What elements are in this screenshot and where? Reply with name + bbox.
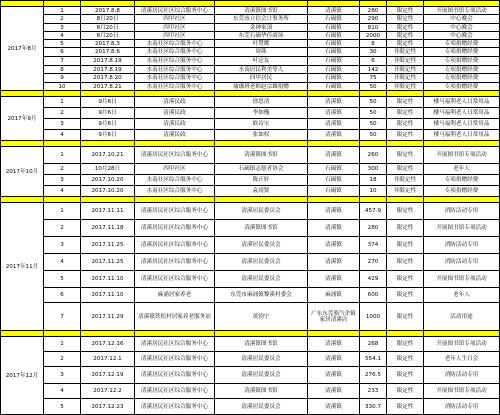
- amount-cell: 50: [360, 97, 387, 108]
- row-number: 2: [44, 15, 81, 24]
- date-cell: 2017.10.20: [81, 175, 135, 186]
- table-row: [1, 288, 500, 303]
- table-row: [1, 83, 500, 91]
- table-row: [1, 66, 500, 74]
- donor-cell: 陈正轩: [215, 175, 308, 186]
- amount-cell: 457.9: [360, 203, 387, 220]
- month-label: 2017年11月: [1, 203, 44, 331]
- donor-cell: 清溪镇图书馆: [215, 337, 308, 352]
- purpose-cell: 消防活动专用: [424, 203, 500, 220]
- type-cell: 限定性: [387, 7, 424, 15]
- organization-cell: 清溪民政: [135, 108, 215, 119]
- town-cell: 清溪镇: [308, 7, 360, 15]
- row-number: 5: [44, 271, 81, 288]
- row-number: 5: [44, 40, 81, 48]
- type-cell: 非限定性: [387, 186, 424, 197]
- type-cell: 限定性: [387, 164, 424, 175]
- purpose-cell: 中心晚会: [424, 15, 500, 24]
- row-number: 10: [44, 83, 81, 91]
- table-row: [1, 7, 500, 15]
- amount-cell: 75: [360, 74, 387, 83]
- organization-cell: 清溪居民社区综合服务中心: [135, 147, 215, 164]
- table-row: [1, 384, 500, 399]
- town-cell: 麻涌镇: [308, 288, 360, 303]
- row-number: 3: [44, 119, 81, 130]
- amount-cell: 18: [360, 175, 387, 186]
- organization-cell: 清溪居民社区综合服务中心: [135, 237, 215, 254]
- town-cell: 清溪镇: [308, 367, 360, 384]
- amount-cell: 30: [360, 48, 387, 57]
- purpose-cell: 楼马福利老人日常用品: [424, 108, 500, 119]
- donor-cell: 徐思清: [215, 97, 308, 108]
- town-cell: 清溪镇: [308, 337, 360, 352]
- type-cell: 非限定性: [387, 83, 424, 91]
- donor-cell: 清溪居民委员会: [215, 399, 308, 415]
- type-cell: 非限定性: [387, 74, 424, 83]
- town-cell: 清溪镇: [308, 147, 360, 164]
- organization-cell: 水南社区综合服务中心: [135, 74, 215, 83]
- table-row: [1, 74, 500, 83]
- organization-cell: 清溪民政: [135, 130, 215, 141]
- table-row: [1, 220, 500, 237]
- organization-cell: 水南社区综合服务中心: [135, 40, 215, 48]
- row-number: 3: [44, 237, 81, 254]
- purpose-cell: 专项捐赠经费: [424, 83, 500, 91]
- row-number: 1: [44, 337, 81, 352]
- row-number: 3: [44, 367, 81, 384]
- table-row: [1, 57, 500, 66]
- type-cell: 限定性: [387, 303, 424, 331]
- amount-cell: 600: [360, 288, 387, 303]
- type-cell: 限定性: [387, 40, 424, 48]
- type-cell: 限定性: [387, 119, 424, 130]
- amount-cell: 142: [360, 66, 387, 74]
- amount-cell: 50: [360, 130, 387, 141]
- amount-cell: 50: [360, 119, 387, 130]
- date-cell: 2017.12.2: [81, 384, 135, 399]
- type-cell: 限定性: [387, 220, 424, 237]
- town-cell: 清溪镇: [308, 130, 360, 141]
- amount-cell: 810: [360, 24, 387, 32]
- date-cell: 2017.11.25: [81, 237, 135, 254]
- organization-cell: 清溪镇铁松村居家养老服务站: [135, 303, 215, 331]
- month-label: 2017年10月: [1, 147, 44, 197]
- purpose-cell: 消防活动专用: [424, 367, 500, 384]
- town-cell: 石碣镇: [308, 74, 360, 83]
- donor-cell: 瑜珈班老师赵宗雄捐赠: [215, 83, 308, 91]
- date-cell: 10月28日: [81, 164, 135, 175]
- purpose-cell: 消防活动专用: [424, 237, 500, 254]
- purpose-cell: 老年人: [424, 164, 500, 175]
- type-cell: 限定性: [387, 352, 424, 367]
- purpose-cell: 专项捐赠经费: [424, 66, 500, 74]
- donor-cell: 东莞市立信会计事务所: [215, 15, 308, 24]
- town-cell: 广东东莞骆气企镇家居清溪店: [308, 303, 360, 331]
- table-row: [1, 303, 500, 331]
- organization-cell: 清溪居民社区综合服务中心: [135, 384, 215, 399]
- organization-cell: 水南社区综合服务中心: [135, 175, 215, 186]
- table-row: [1, 164, 500, 175]
- table-row: [1, 399, 500, 415]
- town-cell: 清溪镇: [308, 399, 360, 415]
- town-cell: 清溪镇: [308, 108, 360, 119]
- type-cell: 非限定性: [387, 48, 424, 57]
- purpose-cell: 专项捐赠经费: [424, 40, 500, 48]
- organization-cell: 水南社区综合服务中心: [135, 186, 215, 197]
- amount-cell: 270: [360, 254, 387, 271]
- row-number: 8: [44, 66, 81, 74]
- date-cell: 2017.8.21: [81, 83, 135, 91]
- organization-cell: 清溪民政: [135, 97, 215, 108]
- purpose-cell: 中心晚会: [424, 24, 500, 32]
- table-row: [1, 271, 500, 288]
- row-number: 2: [44, 164, 81, 175]
- row-number: 4: [44, 186, 81, 197]
- table-row: [1, 24, 500, 32]
- town-cell: 石碣镇: [308, 175, 360, 186]
- row-number: 4: [44, 384, 81, 399]
- town-cell: 清溪镇: [308, 254, 360, 271]
- table-row: [1, 254, 500, 271]
- organization-cell: 清溪居民社区综合服务中心: [135, 337, 215, 352]
- purpose-cell: 开展图书馆专项活动: [424, 271, 500, 288]
- date-cell: 2017.8.3: [81, 40, 135, 48]
- type-cell: 限定性: [387, 254, 424, 271]
- donor-cell: 清溪镇图书馆: [215, 220, 308, 237]
- type-cell: 限定性: [387, 32, 424, 40]
- organization-cell: 清溪居民社区综合服务中心: [135, 220, 215, 237]
- town-cell: 石碣镇: [308, 186, 360, 197]
- donor-cell: 袁靖贤: [215, 186, 308, 197]
- purpose-cell: 消防活动专用: [424, 254, 500, 271]
- date-cell: 2017.12.23: [81, 399, 135, 415]
- date-cell: 2017.11.29: [81, 303, 135, 331]
- town-cell: 清溪镇: [308, 237, 360, 254]
- amount-cell: 290: [360, 15, 387, 24]
- amount-cell: 50: [360, 108, 387, 119]
- row-number: 6: [44, 48, 81, 57]
- donor-cell: 金神家顶: [215, 24, 308, 32]
- date-cell: 2017.11.10: [81, 271, 135, 288]
- row-number: 7: [44, 57, 81, 66]
- date-cell: 9月6日: [81, 97, 135, 108]
- amount-cell: 8: [360, 40, 387, 48]
- town-cell: 石碣镇: [308, 83, 360, 91]
- table-row: [1, 108, 500, 119]
- town-cell: 石碣镇: [308, 32, 360, 40]
- date-cell: 8月20日: [81, 15, 135, 24]
- date-cell: 2017.11.10: [81, 288, 135, 303]
- amount-cell: 260: [360, 147, 387, 164]
- type-cell: 限定性: [387, 237, 424, 254]
- donor-cell: 黄钧宁: [215, 303, 308, 331]
- town-cell: 清溪镇: [308, 384, 360, 399]
- donor-cell: 清溪居民委员会: [215, 203, 308, 220]
- date-cell: 9月6日: [81, 130, 135, 141]
- type-cell: 限定性: [387, 337, 424, 352]
- organization-cell: 清溪居民社区综合服务中心: [135, 367, 215, 384]
- donor-cell: 叶定友: [215, 57, 308, 66]
- date-cell: 2017.8.8: [81, 7, 135, 15]
- donor-cell: 石碣镇志愿者协会: [215, 164, 308, 175]
- date-cell: 2017.8.19: [81, 66, 135, 74]
- donor-cell: 清溪居民委员会: [215, 237, 308, 254]
- purpose-cell: 活动用途: [424, 303, 500, 331]
- table-row: [1, 186, 500, 197]
- organization-cell: 四甲社区: [135, 32, 215, 40]
- organization-cell: 清溪居民社区综合服务中心: [135, 203, 215, 220]
- donor-cell: 欧诗宝: [215, 119, 308, 130]
- organization-cell: 水南社区综合服务中心: [135, 83, 215, 91]
- amount-cell: 300: [360, 164, 387, 175]
- row-number: 2: [44, 352, 81, 367]
- date-cell: 2017.11.18: [81, 220, 135, 237]
- date-cell: 2017.12.1: [81, 352, 135, 367]
- donor-cell: 清溪居民委员会: [215, 367, 308, 384]
- town-cell: 清溪镇: [308, 97, 360, 108]
- town-cell: 清溪镇: [308, 271, 360, 288]
- type-cell: 限定性: [387, 108, 424, 119]
- amount-cell: 276.5: [360, 367, 387, 384]
- date-cell: 2017.8.6: [81, 48, 135, 57]
- date-cell: 2017.10.20: [81, 186, 135, 197]
- date-cell: 2017.11.25: [81, 254, 135, 271]
- organization-cell: 清溪居民社区综合服务中心: [135, 399, 215, 415]
- row-number: 5: [44, 399, 81, 415]
- purpose-cell: 楼马福利老人日常用品: [424, 97, 500, 108]
- organization-cell: 清溪民政: [135, 119, 215, 130]
- row-number: 6: [44, 288, 81, 303]
- amount-cell: 50: [360, 83, 387, 91]
- organization-cell: 水南社区综合服务中心: [135, 48, 215, 57]
- date-cell: 8月20日: [81, 32, 135, 40]
- date-cell: 2017.12.16: [81, 337, 135, 352]
- type-cell: 限定性: [387, 399, 424, 415]
- purpose-cell: 中心晚会: [424, 32, 500, 40]
- organization-cell: 四甲社区: [135, 15, 215, 24]
- town-cell: 石碣镇: [308, 48, 360, 57]
- town-cell: 石碣镇: [308, 24, 360, 32]
- purpose-cell: 专项捐赠经费: [424, 57, 500, 66]
- purpose-cell: 开展图书馆专项活动: [424, 147, 500, 164]
- amount-cell: 330.7: [360, 399, 387, 415]
- type-cell: 限定性: [387, 24, 424, 32]
- row-number: 1: [44, 7, 81, 15]
- amount-cell: 10: [360, 186, 387, 197]
- town-cell: 石碣镇: [308, 40, 360, 48]
- type-cell: 非限定性: [387, 175, 424, 186]
- donor-cell: 周韩: [215, 48, 308, 57]
- table-row: [1, 40, 500, 48]
- purpose-cell: 专项捐赠经费: [424, 175, 500, 186]
- table-row: [1, 147, 500, 164]
- month-label: 2017年8月: [1, 7, 44, 91]
- town-cell: 清溪镇: [308, 203, 360, 220]
- table-row: [1, 367, 500, 384]
- table-row: [1, 119, 500, 130]
- table-row: [1, 237, 500, 254]
- month-label: 2017年12月: [1, 337, 44, 415]
- row-number: 1: [44, 147, 81, 164]
- type-cell: 限定性: [387, 97, 424, 108]
- row-number: 4: [44, 32, 81, 40]
- amount-cell: 2000: [360, 32, 387, 40]
- table-row: [1, 352, 500, 367]
- type-cell: 限定性: [387, 130, 424, 141]
- town-cell: 石碣镇: [308, 57, 360, 66]
- table-row: [1, 97, 500, 108]
- organization-cell: 清溪居民社区综合服务中心: [135, 254, 215, 271]
- donor-cell: 清溪镇图书馆: [215, 147, 308, 164]
- amount-cell: 268: [360, 337, 387, 352]
- purpose-cell: 楼马福利老人日常用品: [424, 119, 500, 130]
- purpose-cell: 老年人: [424, 288, 500, 303]
- purpose-cell: 专项捐赠经费: [424, 74, 500, 83]
- purpose-cell: 开展图书馆专项活动: [424, 384, 500, 399]
- purpose-cell: 开展图书馆专项活动: [424, 7, 500, 15]
- donor-cell: 东莞石碣华佳商场: [215, 32, 308, 40]
- donor-cell: 叶赞鹰: [215, 40, 308, 48]
- row-number: 7: [44, 303, 81, 331]
- purpose-cell: 消防活动专用: [424, 399, 500, 415]
- table-row: [1, 48, 500, 57]
- table-row: [1, 203, 500, 220]
- table-row: [1, 130, 500, 141]
- type-cell: 非限定性: [387, 66, 424, 74]
- date-cell: 9月6日: [81, 119, 135, 130]
- donor-cell: 四甲居民: [215, 74, 308, 83]
- date-cell: 2017.10.21: [81, 147, 135, 164]
- purpose-cell: 开展图书馆专项活动: [424, 220, 500, 237]
- row-number: 1: [44, 203, 81, 220]
- table-row: [1, 337, 500, 352]
- donor-cell: 东莞市麻涌镇黎溪村委会: [215, 288, 308, 303]
- amount-cell: 429: [360, 271, 387, 288]
- purpose-cell: 开展图书馆专项活动: [424, 337, 500, 352]
- row-number: 1: [44, 97, 81, 108]
- row-number: 3: [44, 24, 81, 32]
- town-cell: 清溪镇: [308, 352, 360, 367]
- date-cell: 2017.12.19: [81, 367, 135, 384]
- amount-cell: 1000: [360, 303, 387, 331]
- organization-cell: 清溪居民社区综合服务中心: [135, 271, 215, 288]
- amount-cell: 280: [360, 7, 387, 15]
- donor-cell: 清溪居民委员会: [215, 352, 308, 367]
- type-cell: 限定性: [387, 15, 424, 24]
- date-cell: 2017.11.11: [81, 203, 135, 220]
- type-cell: 限定性: [387, 203, 424, 220]
- amount-cell: 6: [360, 57, 387, 66]
- purpose-cell: 专项捐赠经费: [424, 186, 500, 197]
- table-row: [1, 175, 500, 186]
- organization-cell: 四甲社区: [135, 164, 215, 175]
- organization-cell: 水南社区综合服务中心: [135, 57, 215, 66]
- purpose-cell: 老年人生日会: [424, 352, 500, 367]
- type-cell: 限定性: [387, 367, 424, 384]
- town-cell: 石碣镇: [308, 164, 360, 175]
- purpose-cell: 专项捐赠经费: [424, 48, 500, 57]
- amount-cell: 280: [360, 220, 387, 237]
- organization-cell: 麻涌居家养老: [135, 288, 215, 303]
- organization-cell: 四甲社区: [135, 24, 215, 32]
- town-cell: 石碣镇: [308, 66, 360, 74]
- date-cell: 8月20日: [81, 24, 135, 32]
- type-cell: 非限定性: [387, 57, 424, 66]
- row-number: 2: [44, 108, 81, 119]
- type-cell: 限定性: [387, 288, 424, 303]
- donor-cell: 清溪镇图书馆: [215, 7, 308, 15]
- town-cell: 石碣镇: [308, 15, 360, 24]
- row-number: 4: [44, 254, 81, 271]
- table-row: [1, 15, 500, 24]
- row-number: 2: [44, 220, 81, 237]
- row-number: 3: [44, 175, 81, 186]
- donor-cell: 张如权: [215, 130, 308, 141]
- organization-cell: 水南社区综合服务中心: [135, 66, 215, 74]
- month-label: 2017年9月: [1, 97, 44, 141]
- row-number: 9: [44, 74, 81, 83]
- donor-cell: 清溪居民委员会: [215, 271, 308, 288]
- donor-cell: 李如槐: [215, 108, 308, 119]
- donor-cell: 清溪镇图书馆: [215, 384, 308, 399]
- table-row: [1, 32, 500, 40]
- date-cell: 2017.8.19: [81, 57, 135, 66]
- town-cell: 清溪镇: [308, 119, 360, 130]
- amount-cell: 233: [360, 384, 387, 399]
- purpose-cell: 楼马福利老人日常用品: [424, 130, 500, 141]
- type-cell: 限定性: [387, 384, 424, 399]
- type-cell: 限定性: [387, 147, 424, 164]
- organization-cell: 清溪居民社区综合服务中心: [135, 352, 215, 367]
- amount-cell: 554.1: [360, 352, 387, 367]
- town-cell: 清溪镇: [308, 220, 360, 237]
- donor-cell: 水南居民利美等人: [215, 66, 308, 74]
- amount-cell: 374: [360, 237, 387, 254]
- date-cell: 9月6日: [81, 108, 135, 119]
- type-cell: 限定性: [387, 271, 424, 288]
- row-number: 4: [44, 130, 81, 141]
- organization-cell: 清溪居民社区综合服务中心: [135, 7, 215, 15]
- donor-cell: 清溪居民委员会: [215, 254, 308, 271]
- date-cell: 2017.8.20: [81, 74, 135, 83]
